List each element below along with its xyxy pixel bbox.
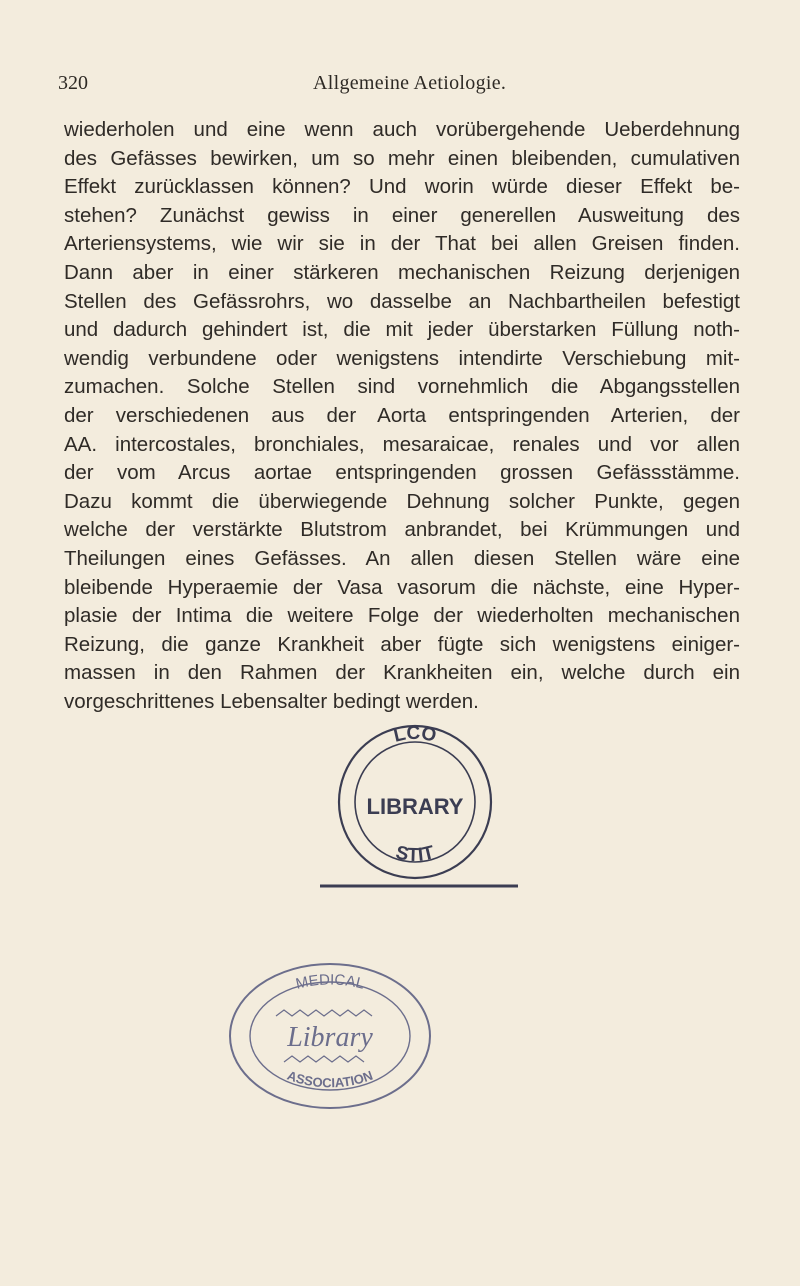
text-line: des Gefässes bewirken, um so mehr einen bleibenden, cumulativen [64,146,740,170]
library-stamp [312,722,522,888]
text-line: plasie der Intima die weitere Folge der wiederholten mechanischen [64,604,740,628]
library-stamp-bottom-text: STIT [393,842,437,867]
text-line: zumachen. Solche Stellen sind vornehmlich die Abgangsstellen [64,375,740,399]
text-line: stehen? Zunächst gewiss in einer generellen Ausweitung des [64,203,740,227]
text-line: Effekt zurücklassen können? Und worin würde dieser Effekt be- [64,175,740,199]
library-stamp-top-text: LCO [391,722,439,747]
medical-stamp-top-zigzag [276,1010,372,1016]
text-line: und dadurch gehindert ist, die mit jeder überstarken Füllung noth- [64,318,740,342]
medical-stamp-bottom-text: ASSOCIATION [285,1067,375,1091]
text-line: der vom Arcus aortae entspringenden grossen Gefässstämme. [64,461,740,485]
medical-stamp-bottom-zigzag [284,1056,364,1062]
running-head: Allgemeine Aetiologie. [313,72,507,94]
text-line: Dazu kommt die überwiegende Dehnung solcher Punkte, gegen [64,489,740,513]
body-paragraph [64,116,740,716]
medical-stamp-center-text: Library [287,1022,373,1053]
library-stamp-center-text: LIBRARY [366,794,464,819]
page-header [58,72,738,100]
text-line: Dann aber in einer stärkeren mechanischen Reizung derjenigen [64,260,740,284]
medical-association-stamp [224,958,436,1114]
text-line: wendig verbundene oder wenigstens intendirte Verschiebung mit- [64,346,740,370]
text-line: welche der verstärkte Blutstrom anbrandet, bei Krümmungen und [64,518,740,542]
text-line: Stellen des Gefässrohrs, wo dasselbe an Nachbartheilen befestigt [64,289,740,313]
text-line: Theilungen eines Gefässes. An allen diesen Stellen wäre eine [64,546,740,570]
medical-stamp-top-text: MEDICAL [294,971,367,993]
text-line: Reizung, die ganze Krankheit aber fügte sich wenigstens einiger- [64,632,740,656]
text-line: massen in den Rahmen der Krankheiten ein, welche durch ein [64,661,740,685]
text-line: wiederholen und eine wenn auch vorübergehende Ueberdehnung [64,118,740,141]
text-line: der verschiedenen aus der Aorta entspringenden Arterien, der [64,403,740,427]
page-number: 320 [58,72,88,94]
text-line-last: vorgeschrittenes Lebensalter bedingt werden. [64,689,479,713]
text-line: Arteriensystems, wie wir sie in der That bei allen Greisen finden. [64,232,740,256]
text-line: bleibende Hyperaemie der Vasa vasorum die nächste, eine Hyper- [64,575,740,599]
text-line: AA. intercostales, bronchiales, mesaraicae, renales und vor allen [64,432,740,456]
